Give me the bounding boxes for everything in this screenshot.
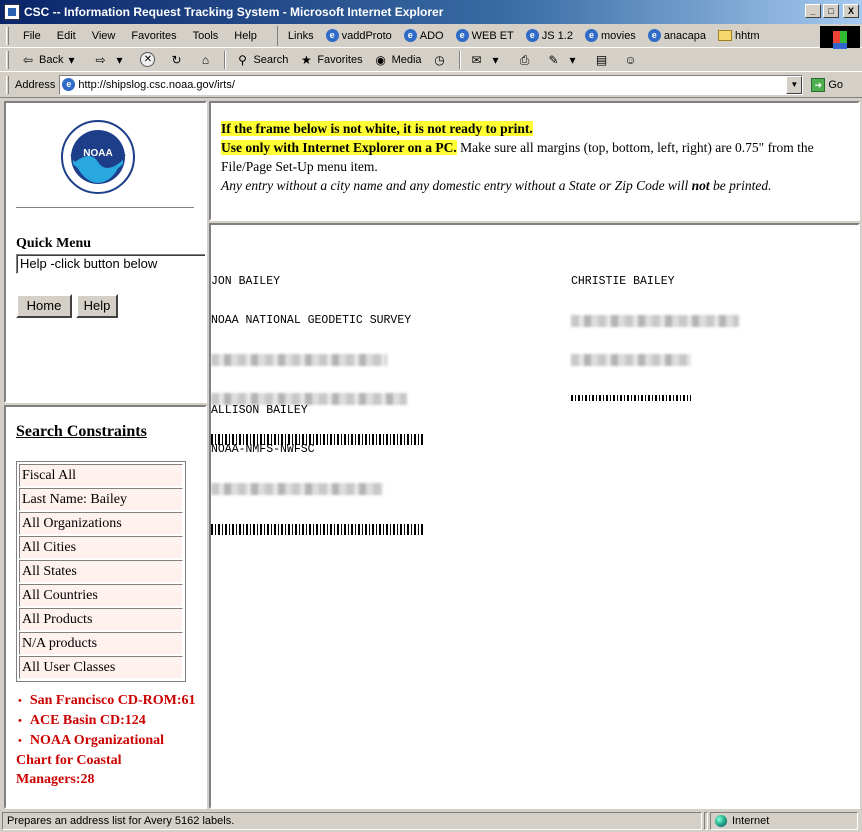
dropdown-arrow-icon[interactable]: ▾ [116, 52, 123, 67]
window-title: CSC -- Information Request Tracking System - Microsoft Internet Explorer [24, 5, 444, 19]
dropdown-arrow-icon[interactable]: ▾ [569, 52, 576, 67]
toolbar-grip[interactable] [6, 76, 9, 94]
media-label: Media [391, 53, 422, 66]
print-notice [221, 119, 846, 195]
link-movies[interactable] [579, 29, 642, 42]
page-content [2, 99, 860, 809]
noaa-logo-text: NOAA [83, 148, 113, 159]
link-web-et[interactable] [450, 29, 520, 42]
link-label: anacapa [663, 29, 707, 42]
back-button[interactable] [15, 50, 87, 70]
constraint-cell: All Countries [19, 584, 183, 607]
home-icon: ⌂ [201, 52, 210, 67]
ie-page-icon: e [404, 29, 417, 42]
divider [16, 207, 194, 209]
globe-icon [715, 815, 727, 827]
link-label: movies [600, 29, 636, 42]
refresh-button[interactable] [163, 50, 192, 70]
entry-warning-c: be printed. [709, 178, 772, 193]
link-label: JS 1.2 [541, 29, 573, 42]
mail-icon: ✉ [471, 52, 482, 67]
media-icon: ◉ [375, 52, 386, 67]
constraint-cell: All Products [19, 608, 183, 631]
toolbar-grip[interactable] [6, 51, 9, 69]
quick-menu-select[interactable]: Help -click button below [16, 254, 206, 274]
favorites-button[interactable] [293, 50, 367, 70]
search-button[interactable] [229, 50, 293, 70]
search-constraints-frame [4, 405, 207, 809]
menu-edit[interactable]: Edit [56, 29, 76, 42]
postal-barcode [211, 524, 425, 535]
go-label: Go [828, 78, 844, 91]
menu-favorites[interactable]: Favorites [131, 29, 177, 42]
address-label: Address [15, 78, 56, 91]
constraint-cell: All Organizations [19, 512, 183, 535]
address-url: http://shipslog.csc.noaa.gov/irts/ [78, 78, 235, 91]
link-anacapa[interactable] [642, 29, 712, 42]
menu-tools[interactable]: Tools [192, 29, 219, 42]
link-js[interactable] [520, 29, 579, 42]
printer-icon: ⎙ [519, 52, 530, 67]
go-arrow-icon: ➜ [811, 78, 825, 92]
edit-icon: ✎ [548, 52, 559, 67]
ie-only-warning: Use only with Internet Explorer on a PC. [221, 140, 457, 155]
status-text: Prepares an address list for Avery 5162 labels. [2, 812, 702, 830]
print-button[interactable] [512, 50, 541, 70]
window-controls [805, 4, 859, 18]
margin-instructions: Make sure all margins (top, bottom, left, right) are 0.75" from the File/Page Set-Up menu item. [221, 140, 814, 174]
redacted-address-line [211, 354, 387, 366]
list-item: • ACE Basin CD:124 [16, 711, 196, 731]
menu-help[interactable]: Help [234, 29, 257, 42]
history-icon: ◷ [434, 52, 445, 67]
messenger-icon: ☺ [624, 52, 637, 67]
list-item: • San Francisco CD-ROM:61 [16, 691, 196, 711]
edit-button[interactable] [541, 50, 589, 70]
address-dropdown-icon[interactable]: ▼ [786, 76, 802, 94]
ie-window-icon [4, 4, 20, 20]
favorites-star-icon: ★ [300, 52, 312, 67]
entry-warning-a: Any entry without a city name and any domestic entry without a State or Zip Code will [221, 178, 692, 193]
dropdown-arrow-icon[interactable]: ▾ [492, 52, 499, 67]
dropdown-arrow-icon[interactable]: ▾ [68, 52, 75, 67]
link-label: WEB ET [471, 29, 514, 42]
go-button[interactable] [811, 78, 843, 92]
close-button[interactable]: X [843, 4, 859, 18]
refresh-icon: ↻ [171, 52, 182, 67]
document-icon: ▤ [595, 52, 608, 67]
entry-warning-not: not [691, 178, 710, 193]
window-titlebar [0, 0, 862, 24]
favorites-label: Favorites [317, 53, 363, 66]
constraint-cell: Last Name: Bailey [19, 488, 183, 511]
label-name: JON BAILEY [211, 275, 281, 288]
home-button[interactable]: Home [16, 294, 72, 318]
menu-bar [0, 24, 862, 48]
toolbar-grip[interactable] [6, 27, 9, 45]
link-label: vaddProto [341, 29, 392, 42]
menu-file[interactable]: File [23, 29, 41, 42]
discuss-button[interactable] [589, 50, 618, 70]
label-name: CHRISTIE BAILEY [571, 275, 675, 288]
stop-button[interactable] [135, 50, 163, 70]
quick-menu-frame [4, 101, 207, 403]
redacted-address-line [211, 483, 383, 495]
product-list [16, 691, 196, 789]
constraints-table [16, 461, 186, 682]
ie-page-icon: e [62, 78, 75, 91]
search-label: Search [253, 53, 289, 66]
link-ado[interactable] [398, 29, 450, 42]
ie-page-icon: e [456, 29, 469, 42]
address-labels-frame [209, 223, 860, 809]
links-bar [277, 26, 766, 46]
address-bar [0, 72, 862, 98]
constraint-cell: All User Classes [19, 656, 183, 679]
address-label-2 [571, 249, 771, 427]
back-label: Back [39, 53, 64, 66]
constraint-cell: N/A products [19, 632, 183, 655]
label-name: ALLISON BAILEY [211, 404, 308, 417]
status-cell [704, 812, 708, 830]
messenger-button[interactable] [618, 50, 647, 70]
constraint-cell: Fiscal All [19, 464, 183, 487]
link-label: hhtm [735, 29, 760, 42]
not-ready-warning: If the frame below is not white, it is not ready to print. [221, 121, 533, 136]
maximize-button[interactable]: □ [823, 4, 839, 18]
search-icon: ⚲ [238, 52, 247, 67]
link-vaddproto[interactable] [320, 29, 398, 42]
noaa-logo-icon [61, 120, 135, 194]
folder-icon [718, 30, 732, 41]
print-notice-frame [209, 101, 860, 221]
constraint-cell: All Cities [19, 536, 183, 559]
redacted-address-line [571, 315, 739, 327]
link-hhtm[interactable] [712, 30, 765, 42]
ie-page-icon: e [648, 29, 661, 42]
address-input[interactable] [59, 75, 803, 95]
forward-arrow-icon: ⇨ [95, 52, 106, 67]
postal-barcode [571, 395, 691, 401]
link-label: ADO [419, 29, 444, 42]
forward-button[interactable] [87, 50, 135, 70]
stop-icon: ✕ [140, 52, 155, 67]
ie-page-icon: e [526, 29, 539, 42]
search-constraints-title[interactable]: Search Constraints [16, 423, 147, 440]
links-label: Links [287, 29, 314, 42]
ie-page-icon: e [326, 29, 339, 42]
windows-logo-icon [820, 26, 860, 48]
redacted-address-line [571, 354, 691, 366]
status-bar [0, 810, 862, 832]
home-toolbar-button[interactable] [192, 50, 221, 70]
help-button[interactable]: Help [76, 294, 118, 318]
media-button[interactable] [368, 50, 427, 70]
constraint-cell: All States [19, 560, 183, 583]
mail-button[interactable] [464, 50, 512, 70]
list-item: • NOAA Organizational Chart for Coastal Managers:28 [16, 731, 196, 789]
address-label-3 [211, 378, 451, 561]
ie-page-icon: e [585, 29, 598, 42]
zone-label: Internet [732, 815, 770, 827]
security-zone [710, 812, 858, 830]
menu-view[interactable]: View [91, 29, 116, 42]
toolbar-separator [459, 51, 461, 69]
quick-menu-title: Quick Menu [16, 236, 92, 251]
standard-toolbar [0, 48, 862, 72]
toolbar-separator [224, 51, 226, 69]
history-button[interactable] [427, 50, 456, 70]
label-organization: NOAA NATIONAL GEODETIC SURVEY [211, 314, 412, 327]
back-arrow-icon: ⇦ [22, 52, 34, 67]
minimize-button[interactable]: _ [805, 4, 821, 18]
label-organization: NOAA-NMFS-NWFSC [211, 443, 315, 456]
